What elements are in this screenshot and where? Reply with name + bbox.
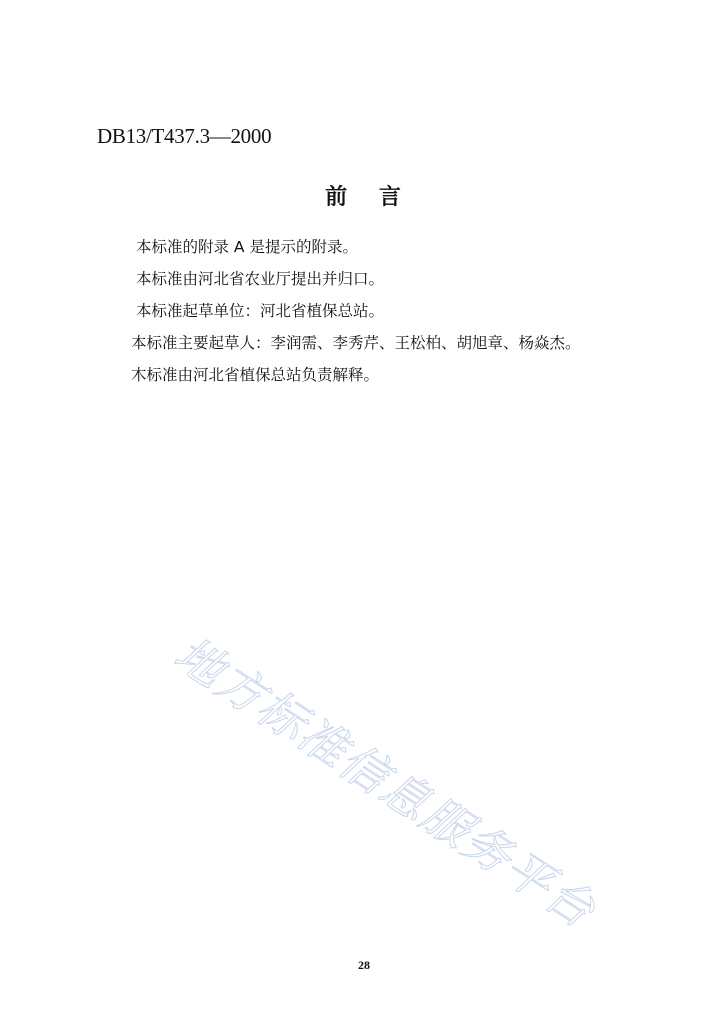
foreword-line-drafters: 本标准主要起草人：李润需、李秀芹、王松柏、胡旭章、杨焱杰。 <box>131 334 581 352</box>
foreword-line-drafting-unit: 本标准起草单位：河北省植保总站。 <box>136 302 385 320</box>
section-title: 前 言 <box>325 185 413 210</box>
foreword-line-proposer: 本标准由河北省农业厅提出并归口。 <box>136 270 385 288</box>
foreword-line-interpretation: 木标准由河北省植保总站负责解释。 <box>131 366 380 384</box>
document-code: DB13/T437.3—2000 <box>97 124 272 148</box>
page-number: 28 <box>358 958 370 972</box>
watermark: 地方标准信息服务平台 <box>164 626 606 940</box>
foreword-line-appendix: 本标准的附录 A 是提示的附录。 <box>136 238 358 256</box>
